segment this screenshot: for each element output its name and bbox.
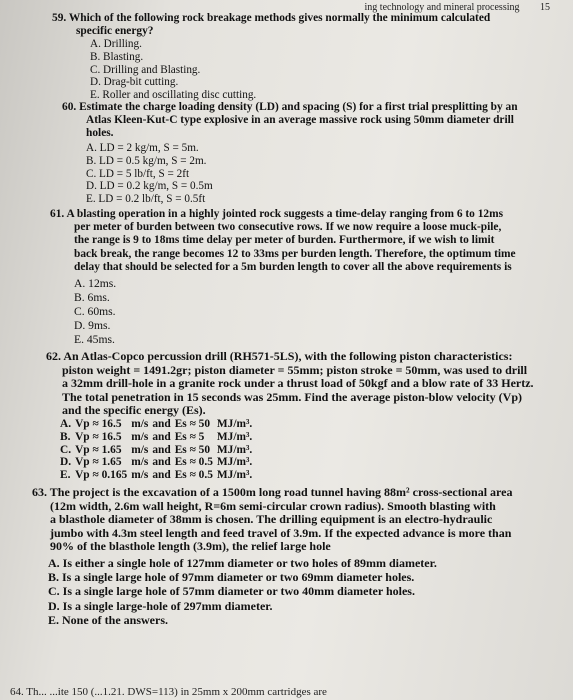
question-59-stem-1: 59. Which of the following rock breakage methods gives normally the minimum calculated	[52, 12, 491, 24]
option-60-d: D. LD = 0.2 kg/m, S = 0.5m	[86, 180, 213, 193]
option-61-d: D. 9ms.	[74, 319, 111, 332]
option-62-d: D. Vp ≈ 1.65 m/s and Es ≈ 0.5 MJ/m³.	[60, 456, 253, 469]
page-number: 15	[540, 2, 550, 13]
option-61-a: A. 12ms.	[74, 277, 117, 290]
question-63-options	[48, 556, 437, 627]
question-62-line-2: piston weight = 1491.2gr; piston diameter = 55mm; piston stroke = 50mm, was used to drill	[62, 362, 528, 377]
question-62-line-5: and the specific energy (Es).	[62, 403, 206, 418]
question-60-stem-1: 60. Estimate the charge loading density (LD) and spacing (S) for a first trial presplitting by an	[62, 101, 518, 113]
question-62-options	[60, 418, 256, 482]
option-62-a: A. Vp ≈ 16.5 m/s and Es ≈ 50 MJ/m³.	[60, 418, 253, 430]
question-61-line-4: back break, the range becomes 12 to 33ms per burden length. Therefore, the optimum time	[74, 247, 516, 260]
option-59-b: B. Blasting.	[90, 50, 144, 63]
question-61	[50, 208, 560, 274]
question-63-line-4: jumbo with 4.3m steel length and feed travel of 3.9m. If the expected advance is more than	[50, 525, 512, 540]
question-63-line-1: 63. The project is the excavation of a 1500m long road tunnel having 88m² cross-sectional area	[32, 485, 513, 499]
question-60	[62, 101, 562, 141]
option-63-c: C. Is a single large hole of 57mm diameter or two 40mm diameter holes.	[48, 584, 415, 599]
question-61-options	[74, 277, 116, 347]
next-question-fragment: 64. Th... ...ite 150 (...1.21. DWS=113) in 25mm x 200mm cartridges are	[10, 686, 327, 698]
option-59-d: D. Drag-bit cutting.	[90, 76, 179, 89]
option-61-e: E. 45ms.	[74, 333, 115, 346]
question-61-line-3: the range is 9 to 18ms time delay per meter of burden. Furthermore, if we wish to limit	[74, 234, 495, 247]
option-63-a: A. Is either a single hole of 127mm diameter or two holes of 89mm diameter.	[48, 556, 437, 570]
question-63-line-2: (12m width, 2.6m wall height, R=6m semi-circular crown radius). Smooth blasting with	[50, 498, 496, 513]
question-60-stem-3: holes.	[86, 127, 114, 140]
option-59-c: C. Drilling and Blasting.	[90, 63, 201, 76]
header-text: ing technology and mineral processing	[364, 2, 520, 13]
question-59	[52, 12, 556, 38]
option-60-e: E. LD = 0.2 lb/ft, S = 0.5ft	[86, 193, 206, 206]
question-63-line-5: 90% of the blasthole length (3.9m), the relief large hole	[50, 539, 331, 554]
option-62-e: E. Vp ≈ 0.165 m/s and Es ≈ 0.5 MJ/m³.	[60, 469, 253, 482]
question-61-line-2: per meter of burden between two consecutive rows. If we now require a loose muck-pile,	[74, 221, 502, 234]
question-62-line-3: a 32mm drill-hole in a granite rock under a thrust load of 50kgf and a blow rate of 33 Hertz.	[62, 376, 534, 391]
option-61-b: B. 6ms.	[74, 291, 110, 304]
question-59-options	[90, 38, 256, 102]
question-61-line-5: delay that should be selected for a 5m burden length to cover all the above requirements is	[74, 260, 512, 273]
question-63-line-3: a blasthole diameter of 38mm is chosen. The drilling equipment is an electro-hydraulic	[50, 512, 493, 527]
question-62-line-1: 62. An Atlas-Copco percussion drill (RH571-5LS), with the following piston characteristics:	[46, 349, 513, 363]
option-62-b: B. Vp ≈ 16.5 m/s and Es ≈ 5 MJ/m³.	[60, 430, 253, 443]
question-59-stem-2: specific energy?	[76, 25, 154, 38]
question-61-line-1: 61. A blasting operation in a highly jointed rock suggests a time-delay ranging from 6 to 12ms	[50, 208, 504, 220]
question-60-options	[86, 142, 213, 206]
option-63-d: D. Is a single large-hole of 297mm diameter.	[48, 598, 273, 613]
question-63	[32, 486, 572, 554]
option-60-b: B. LD = 0.5 kg/m, S = 2m.	[86, 154, 207, 167]
option-62-c: C. Vp ≈ 1.65 m/s and Es ≈ 50 MJ/m³.	[60, 443, 253, 456]
question-62-line-4: The total penetration in 15 seconds was 25mm. Find the average piston-blow velocity (Vp)	[62, 389, 522, 404]
option-60-c: C. LD = 5 lb/ft, S = 2ft	[86, 167, 190, 180]
question-60-stem-2: Atlas Kleen-Kut-C type explosive in an average massive rock using 50mm diameter drill	[86, 114, 514, 127]
option-63-e: E. None of the answers.	[48, 612, 168, 627]
option-60-a: A. LD = 2 kg/m, S = 5m.	[86, 142, 199, 154]
option-59-e: E. Roller and oscillating disc cutting.	[90, 89, 257, 102]
question-62	[46, 350, 566, 418]
option-59-a: A. Drilling.	[90, 38, 142, 50]
option-61-c: C. 60ms.	[74, 305, 116, 318]
option-63-b: B. Is a single large hole of 97mm diameter or two 69mm diameter holes.	[48, 570, 415, 585]
